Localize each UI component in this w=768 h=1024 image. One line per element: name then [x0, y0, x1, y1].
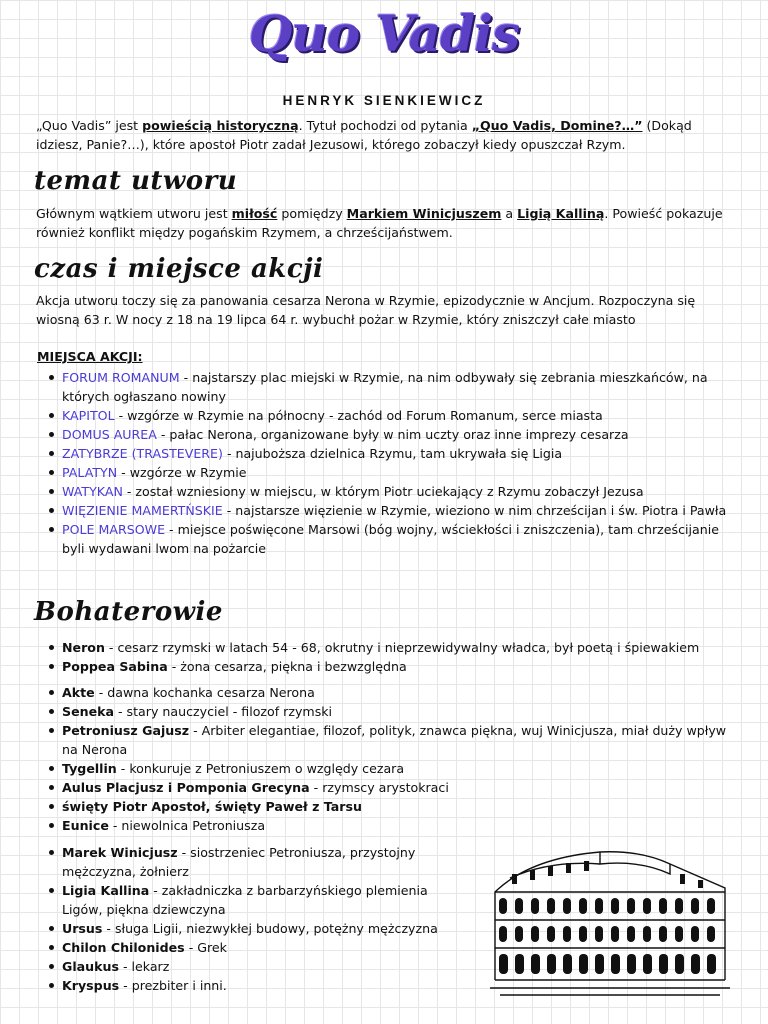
- list-item: [44, 976, 464, 995]
- list-item: [44, 425, 734, 444]
- character-name: Petroniusz Gajusz: [62, 723, 190, 738]
- character-name: Ligia Kallina: [62, 883, 150, 898]
- list-item: [44, 406, 734, 425]
- heading-temat: temat utworu: [34, 166, 238, 196]
- list-item: [44, 843, 464, 881]
- intro-text-1: „Quo Vadis” jest: [36, 118, 143, 133]
- list-item: [44, 957, 464, 976]
- character-name: Seneka: [62, 704, 114, 719]
- list-item: [44, 463, 734, 482]
- author-name: HENRYK SIENKIEWICZ: [282, 93, 486, 108]
- temat-text-2: pomiędzy: [277, 206, 347, 221]
- list-item: [44, 938, 464, 957]
- character-name: Glaukus: [62, 959, 119, 974]
- character-name: Akte: [62, 685, 95, 700]
- temat-paragraph: [36, 204, 736, 242]
- place-desc: - wzgórze w Rzymie na północny - zachód od Forum Romanum, serce miasta: [114, 408, 603, 423]
- temat-bold-1: miłość: [231, 206, 278, 221]
- temat-bold-3: Ligią Kalliną: [517, 206, 605, 221]
- character-name: święty Piotr Apostoł, święty Paweł z Tarsu: [62, 799, 362, 814]
- intro-text-3: (Dokąd idziesz, Panie?…), które apostoł Piotr zadał Jezusowi, którego zobaczył kiedy opuszczał Rzym.: [36, 118, 692, 152]
- character-desc: - dawna kochanka cesarza Nerona: [94, 685, 315, 700]
- character-name: Chilon Chilonides: [62, 940, 185, 955]
- list-item: [44, 797, 734, 816]
- miejsca-heading: MIEJSCA AKCJI:: [37, 349, 143, 364]
- miejsca-list: [44, 368, 734, 558]
- place-desc: - miejsce poświęcone Marsowi (bóg wojny, wściekłości i zniszczenia), tam chrześcijanie byli wydawani lwom na pożarcie: [62, 522, 719, 556]
- character-desc: - żona cesarza, piękna i bezwzględna: [167, 659, 407, 674]
- character-desc: - stary nauczyciel - filozof rzymski: [114, 704, 333, 719]
- page-title: Quo Vadis: [248, 4, 520, 63]
- place-name: KAPITOL: [62, 408, 115, 423]
- bohaterowie-list-3: [44, 843, 464, 995]
- place-name: PALATYN: [62, 465, 118, 480]
- intro-bold-1: powieścią historyczną: [142, 118, 299, 133]
- character-name: Marek Winicjusz: [62, 845, 178, 860]
- temat-text-4: . Powieść pokazuje również konflikt między pogańskim Rzymem, a chrześcijaństwem.: [36, 206, 723, 240]
- list-item: [44, 501, 734, 520]
- list-item: [44, 919, 464, 938]
- list-item: [44, 721, 734, 759]
- place-desc: - został wzniesiony w miejscu, w którym Piotr uciekający z Rzymu zobaczył Jezusa: [122, 484, 644, 499]
- place-name: WATYKAN: [62, 484, 123, 499]
- list-item: [44, 638, 734, 657]
- character-desc: - niewolnica Petroniusza: [108, 818, 266, 833]
- character-name: Poppea Sabina: [62, 659, 168, 674]
- heading-bohaterowie: Bohaterowie: [34, 597, 223, 627]
- character-name: Tygellin: [62, 761, 117, 776]
- list-item: [44, 702, 734, 721]
- list-item: [44, 444, 734, 463]
- character-desc: - lekarz: [118, 959, 170, 974]
- character-desc: - zakładniczka z barbarzyńskiego plemienia Ligów, piękna dziewczyna: [62, 883, 428, 917]
- list-item: [44, 520, 734, 558]
- character-desc: - prezbiter i inni.: [119, 978, 227, 993]
- character-name: Neron: [62, 640, 105, 655]
- heading-czas: czas i miejsce akcji: [34, 254, 324, 284]
- colosseum-icon: [490, 830, 730, 1000]
- character-desc: - Arbiter elegantiae, filozof, polityk, znawca piękna, wuj Winicjusza, miał duży wpływ na Nerona: [62, 723, 727, 757]
- place-desc: - najstarszy plac miejski w Rzymie, na nim odbywały się zebrania mieszkańców, na których ogłaszano nowiny: [62, 370, 708, 404]
- bohaterowie-list-2: [44, 683, 734, 835]
- place-desc: - wzgórze w Rzymie: [117, 465, 247, 480]
- character-desc: - sługa Ligii, niezwykłej budowy, potężny mężczyzna: [102, 921, 438, 936]
- character-desc: - cesarz rzymski w latach 54 - 68, okrutny i nieprzewidywalny władca, był poetą i śpiewakiem: [104, 640, 700, 655]
- bohaterowie-list-1: [44, 638, 734, 676]
- place-name: DOMUS AUREA: [62, 427, 157, 442]
- character-desc: - rzymscy arystokraci: [309, 780, 449, 795]
- list-item: [44, 778, 734, 797]
- list-item: [44, 881, 464, 919]
- list-item: [44, 657, 734, 676]
- temat-text-1: Głównym wątkiem utworu jest: [36, 206, 232, 221]
- character-name: Ursus: [62, 921, 103, 936]
- character-desc: - Grek: [184, 940, 227, 955]
- place-desc: - najstarsze więzienie w Rzymie, wieziono w nim chrześcijan i św. Piotra i Pawła: [222, 503, 727, 518]
- czas-paragraph: Akcja utworu toczy się za panowania cesarza Nerona w Rzymie, epizodycznie w Ancjum. Rozpoczyna się wiosną 63 r. W nocy z 18 na 19 lipca 64 r. wybuchł pożar w Rzymie, który zniszczył całe miasto: [36, 293, 696, 327]
- list-item: [44, 759, 734, 778]
- list-item: [44, 683, 734, 702]
- list-item: [44, 482, 734, 501]
- place-name: FORUM ROMANUM: [62, 370, 180, 385]
- character-name: Kryspus: [62, 978, 120, 993]
- place-name: WIĘZIENIE MAMERTŃSKIE: [62, 503, 223, 518]
- character-desc: - konkuruje z Petroniuszem o względy cezara: [116, 761, 405, 776]
- character-name: Eunice: [62, 818, 109, 833]
- intro-bold-2: „Quo Vadis, Domine?…”: [471, 118, 643, 133]
- place-desc: - pałac Nerona, organizowane były w nim uczty oraz inne imprezy cesarza: [156, 427, 629, 442]
- character-name: Aulus Placjusz i Pomponia Grecyna: [62, 780, 310, 795]
- place-name: POLE MARSOWE: [62, 522, 166, 537]
- intro-paragraph: [36, 116, 736, 154]
- place-desc: - najuboższa dzielnica Rzymu, tam ukrywała się Ligia: [222, 446, 563, 461]
- place-name: ZATYBRZE (TRASTEVERE): [62, 446, 223, 461]
- temat-text-3: a: [501, 206, 518, 221]
- intro-text-2: . Tytuł pochodzi od pytania: [298, 118, 472, 133]
- character-desc: - siostrzeniec Petroniusza, przystojny mężczyzna, żołnierz: [62, 845, 416, 879]
- temat-bold-2: Markiem Winicjuszem: [346, 206, 502, 221]
- list-item: [44, 368, 734, 406]
